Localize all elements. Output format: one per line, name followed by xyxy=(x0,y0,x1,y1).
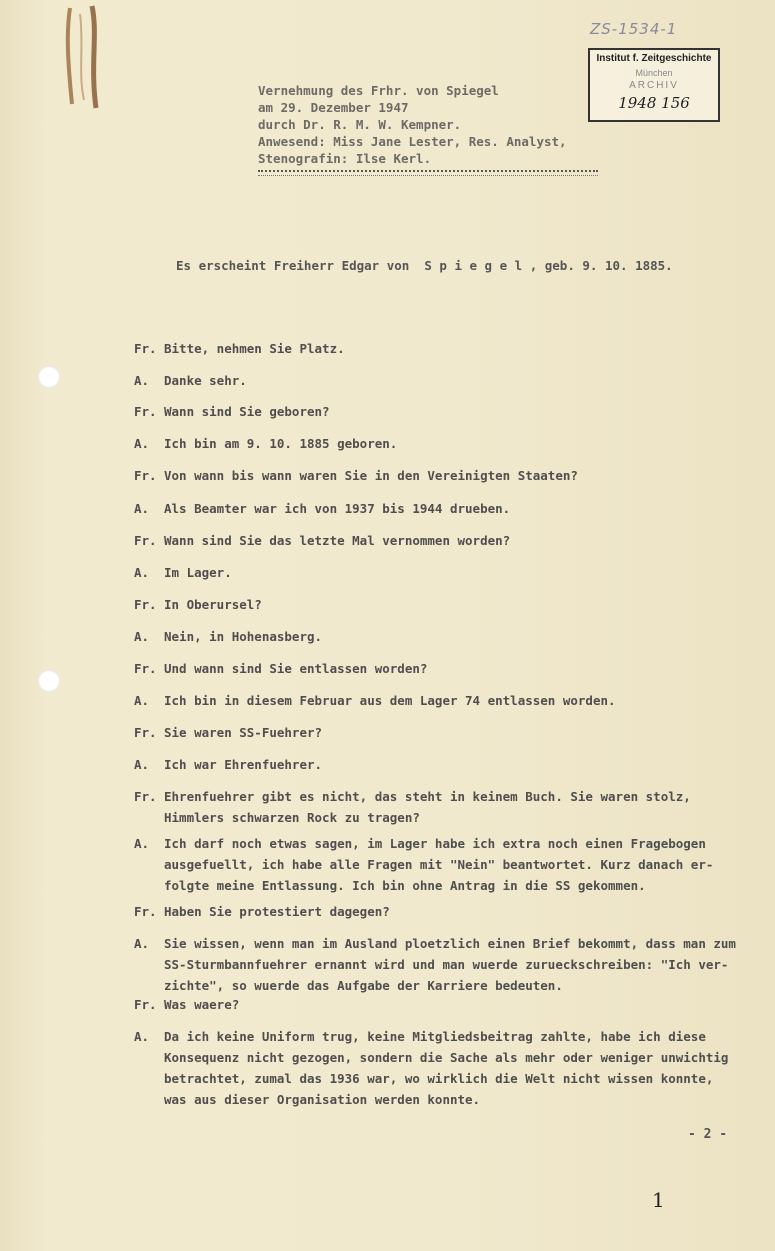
dialogue-line: Von wann bis wann waren Sie in den Vereinigten Staaten? xyxy=(164,468,578,483)
header-underline xyxy=(258,170,598,176)
dialogue-line: Ich bin am 9. 10. 1885 geboren. xyxy=(164,436,398,451)
speaker-label: Fr. xyxy=(134,661,157,676)
dialogue-line: ausgefuellt, ich habe alle Fragen mit "Nein" beantwortet. Kurz danach er- xyxy=(164,857,714,872)
dialogue-line: Was waere? xyxy=(164,997,240,1012)
dialogue-line: betrachtet, zumal das 1936 war, wo wirklich die Welt nicht wissen konnte, xyxy=(164,1071,714,1086)
dialogue-line: Sie wissen, wenn man im Ausland ploetzlich einen Brief bekommt, dass man zum xyxy=(164,936,736,951)
header-line: Vernehmung des Frhr. von Spiegel xyxy=(258,83,499,98)
dialogue-line: Sie waren SS-Fuehrer? xyxy=(164,725,323,740)
speaker-label: Fr. xyxy=(134,404,157,419)
dialogue-line: Ich war Ehrenfuehrer. xyxy=(164,757,323,772)
appearance-statement: Es erscheint Freiherr Edgar von S p i e g e l , geb. 9. 10. 1885. xyxy=(176,258,673,273)
next-page-mark: - 2 - xyxy=(688,1127,728,1142)
speaker-label: A. xyxy=(134,501,150,516)
speaker-label: Fr. xyxy=(134,341,157,356)
stamp-archiv: ARCHIV xyxy=(629,80,679,91)
archive-stamp xyxy=(588,48,720,122)
dialogue-line: Haben Sie protestiert dagegen? xyxy=(164,904,390,919)
dialogue-line: Bitte, nehmen Sie Platz. xyxy=(164,341,345,356)
punch-hole-bottom xyxy=(38,670,60,692)
dialogue-line: folgte meine Entlassung. Ich bin ohne Antrag in die SS gekommen. xyxy=(164,878,646,893)
speaker-label: A. xyxy=(134,936,150,951)
dialogue-line: SS-Sturmbannfuehrer ernannt wird und man wuerde zurueckschreiben: "Ich ver- xyxy=(164,957,729,972)
speaker-label: Fr. xyxy=(134,904,157,919)
dialogue-line: Ehrenfuehrer gibt es nicht, das steht in keinem Buch. Sie waren stolz, xyxy=(164,789,691,804)
dialogue-line: Wann sind Sie geboren? xyxy=(164,404,330,419)
dialogue-line: Ich bin in diesem Februar aus dem Lager 74 entlassen worden. xyxy=(164,693,616,708)
dialogue-line: zichte", so wuerde das Aufgabe der Karriere bedeuten. xyxy=(164,978,563,993)
dialogue-line: Konsequenz nicht gezogen, sondern die Sache als mehr oder weniger unwichtig xyxy=(164,1050,729,1065)
dialogue-line: In Oberursel? xyxy=(164,597,262,612)
punch-hole-top xyxy=(38,366,60,388)
speaker-label: Fr. xyxy=(134,725,157,740)
dialogue-line: was aus dieser Organisation werden konnte. xyxy=(164,1092,481,1107)
dialogue-line: Da ich keine Uniform trug, keine Mitgliedsbeitrag zahlte, habe ich diese xyxy=(164,1029,706,1044)
speaker-label: Fr. xyxy=(134,597,157,612)
speaker-label: A. xyxy=(134,757,150,772)
speaker-label: A. xyxy=(134,565,150,580)
page-number: 1 xyxy=(652,1188,665,1212)
speaker-label: A. xyxy=(134,629,150,644)
speaker-label: A. xyxy=(134,1029,150,1044)
speaker-label: A. xyxy=(134,436,150,451)
header-line: Stenografin: Ilse Kerl. xyxy=(258,151,432,166)
dialogue-line: Als Beamter war ich von 1937 bis 1944 drueben. xyxy=(164,501,511,516)
dialogue-line: Himmlers schwarzen Rock zu tragen? xyxy=(164,810,420,825)
dialogue-line: Wann sind Sie das letzte Mal vernommen worden? xyxy=(164,533,511,548)
archive-reference: ZS-1534-1 xyxy=(590,20,678,38)
speaker-label: Fr. xyxy=(134,468,157,483)
speaker-label: A. xyxy=(134,836,150,851)
speaker-label: Fr. xyxy=(134,997,157,1012)
stamp-number: 1948 156 xyxy=(618,94,690,112)
dialogue-line: Und wann sind Sie entlassen worden? xyxy=(164,661,428,676)
stamp-institute: Institut f. Zeitgeschichte xyxy=(596,53,712,64)
interrogation-header xyxy=(258,82,567,167)
speaker-label: Fr. xyxy=(134,533,157,548)
header-line: am 29. Dezember 1947 xyxy=(258,100,409,115)
dialogue-line: Danke sehr. xyxy=(164,373,247,388)
staple-rust-mark xyxy=(62,4,106,114)
speaker-label: A. xyxy=(134,373,150,388)
dialogue-line: Im Lager. xyxy=(164,565,232,580)
header-line: durch Dr. R. M. W. Kempner. xyxy=(258,117,462,132)
stamp-city: München xyxy=(635,68,673,78)
dialogue-line: Nein, in Hohenasberg. xyxy=(164,629,323,644)
header-line: Anwesend: Miss Jane Lester, Res. Analyst, xyxy=(258,134,567,149)
speaker-label: Fr. xyxy=(134,789,157,804)
dialogue-line: Ich darf noch etwas sagen, im Lager habe ich extra noch einen Fragebogen xyxy=(164,836,706,851)
speaker-label: A. xyxy=(134,693,150,708)
